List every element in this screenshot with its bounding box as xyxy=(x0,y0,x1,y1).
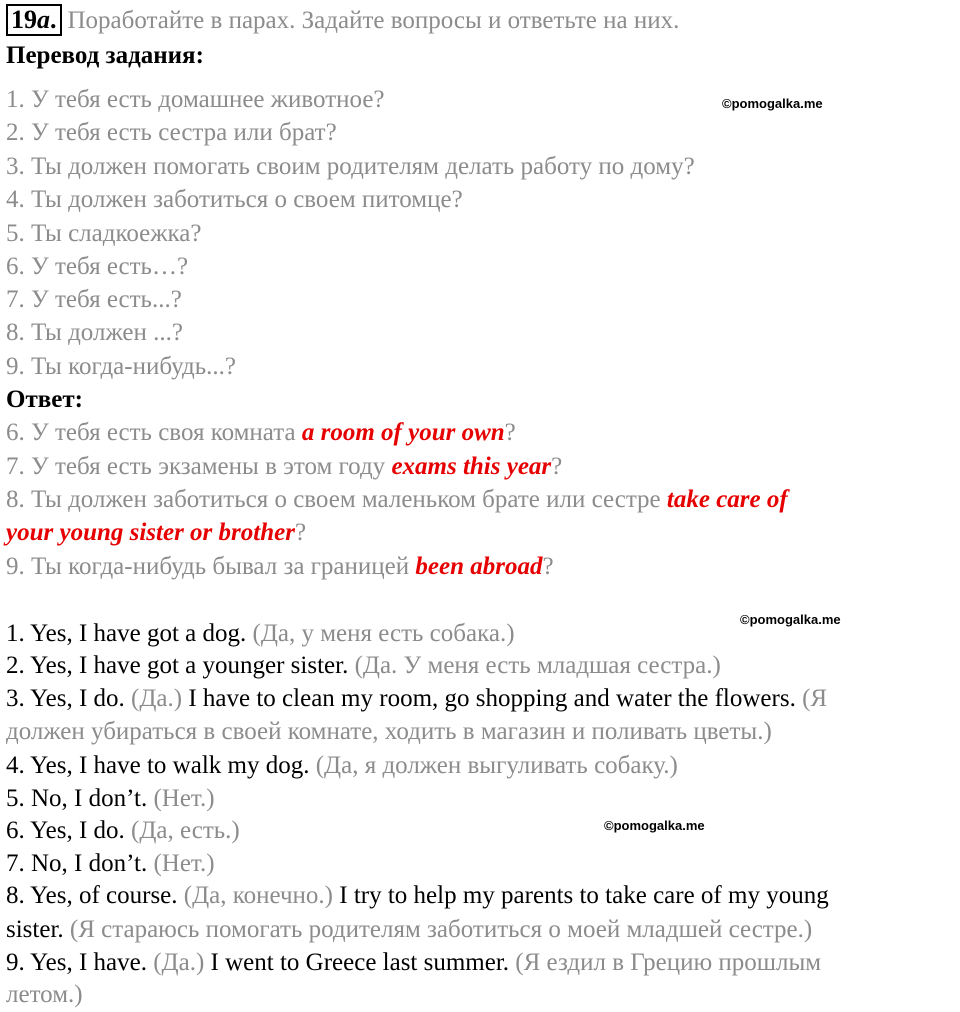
answer-line-8a xyxy=(6,484,788,516)
reply-3-ru2: (Я xyxy=(795,685,828,712)
answer-8-en-cont: your young sister or brother xyxy=(6,519,295,546)
reply-1-en: 1. Yes, I have got a dog. xyxy=(6,620,247,647)
answer-8-en: take care of xyxy=(666,486,788,513)
reply-7-ru: (Нет.) xyxy=(147,850,215,877)
translation-line-9: 9. Ты когда-нибудь...? xyxy=(6,353,237,380)
answer-7-ru: 7. У тебя есть экзамены в этом году xyxy=(6,453,392,480)
reply-9-en1: 9. Yes, I have. xyxy=(6,949,147,976)
reply-7-en: 7. No, I don’t. xyxy=(6,850,148,877)
translation-line-7: 7. У тебя есть...? xyxy=(6,286,182,313)
reply-line-8a xyxy=(6,880,829,912)
translation-line-2: 2. У тебя есть сестра или брат? xyxy=(6,119,337,146)
translation-line-4: 4. Ты должен заботиться о своем питомце? xyxy=(6,186,463,213)
reply-line-3a xyxy=(6,683,827,715)
answer-8-ru: 8. Ты должен заботиться о своем маленьком брате или сестре xyxy=(6,486,667,513)
task-number-box: 19a. xyxy=(6,4,62,36)
reply-line-9a xyxy=(6,947,821,979)
translation-line-6: 6. У тебя есть…? xyxy=(6,253,189,280)
reply-line-3b: должен убираться в своей комнате, ходить в магазин и поливать цветы.) xyxy=(6,718,772,745)
reply-line-7 xyxy=(6,848,215,880)
reply-8-ru2: (Я стараюсь помогать родителям заботиться о моей младшей сестре.) xyxy=(63,916,813,943)
answer-7-end: ? xyxy=(551,453,563,480)
reply-line-4 xyxy=(6,750,678,782)
reply-6-en: 6. Yes, I do. xyxy=(6,817,125,844)
reply-line-5 xyxy=(6,783,215,815)
answer-9-end: ? xyxy=(542,553,554,580)
answer-heading: Ответ: xyxy=(6,386,83,413)
watermark-3: ©pomogalka.me xyxy=(604,818,705,833)
reply-5-en: 5. No, I don’t. xyxy=(6,785,148,812)
answer-line-8b xyxy=(6,517,306,549)
reply-4-ru: (Да, я должен выгуливать собаку.) xyxy=(309,752,678,779)
answer-9-en: been abroad xyxy=(415,553,543,580)
reply-2-ru: (Да. У меня есть младшая сестра.) xyxy=(348,652,721,679)
translation-line-1: 1. У тебя есть домашнее животное? xyxy=(6,86,385,113)
reply-5-ru: (Нет.) xyxy=(147,785,215,812)
reply-9-ru1: (Да.) xyxy=(146,949,205,976)
task-instruction: Поработайте в парах. Задайте вопросы и ответьте на них. xyxy=(67,7,680,34)
answer-line-9 xyxy=(6,551,554,583)
reply-8-en1: 8. Yes, of course. xyxy=(6,882,178,909)
answer-line-7 xyxy=(6,451,562,483)
reply-3-ru1: (Да.) xyxy=(124,685,183,712)
answer-7-en: exams this year xyxy=(391,453,552,480)
reply-4-en: 4. Yes, I have to walk my dog. xyxy=(6,752,310,779)
reply-8-en2: I try to help my parents to take care of my young xyxy=(333,882,829,909)
answer-9-ru: 9. Ты когда-нибудь бывал за границей xyxy=(6,553,416,580)
watermark-1: ©pomogalka.me xyxy=(722,96,823,111)
reply-line-1 xyxy=(6,618,515,650)
reply-9-en2: I went to Greece last summer. xyxy=(204,949,510,976)
answer-6-en: a room of your own xyxy=(301,419,505,446)
reply-6-ru: (Да, есть.) xyxy=(124,817,240,844)
reply-line-2 xyxy=(6,650,721,682)
watermark-2: ©pomogalka.me xyxy=(740,612,841,627)
translation-line-5: 5. Ты сладкоежка? xyxy=(6,220,202,247)
reply-8-en3: sister. xyxy=(6,916,64,943)
reply-3-en1: 3. Yes, I do. xyxy=(6,685,125,712)
answer-line-6 xyxy=(6,417,516,449)
reply-8-ru1: (Да, конечно.) xyxy=(177,882,334,909)
translation-line-8: 8. Ты должен ...? xyxy=(6,319,183,346)
reply-1-ru: (Да, у меня есть собака.) xyxy=(246,620,515,647)
reply-3-en2: I have to clean my room, go shopping and water the flowers. xyxy=(182,685,796,712)
translation-heading: Перевод задания: xyxy=(6,42,204,69)
answer-8-end: ? xyxy=(294,519,307,546)
reply-line-8b xyxy=(6,914,812,946)
answer-6-ru: 6. У тебя есть своя комната xyxy=(6,419,302,446)
reply-line-6 xyxy=(6,815,240,847)
answer-6-end: ? xyxy=(504,419,516,446)
reply-line-9b: летом.) xyxy=(6,981,83,1008)
reply-9-ru2: (Я ездил в Грецию прошлым xyxy=(509,949,822,976)
reply-2-en: 2. Yes, I have got a younger sister. xyxy=(6,652,349,679)
task-header xyxy=(6,4,679,37)
translation-line-3: 3. Ты должен помогать своим родителям делать работу по дому? xyxy=(6,153,695,180)
